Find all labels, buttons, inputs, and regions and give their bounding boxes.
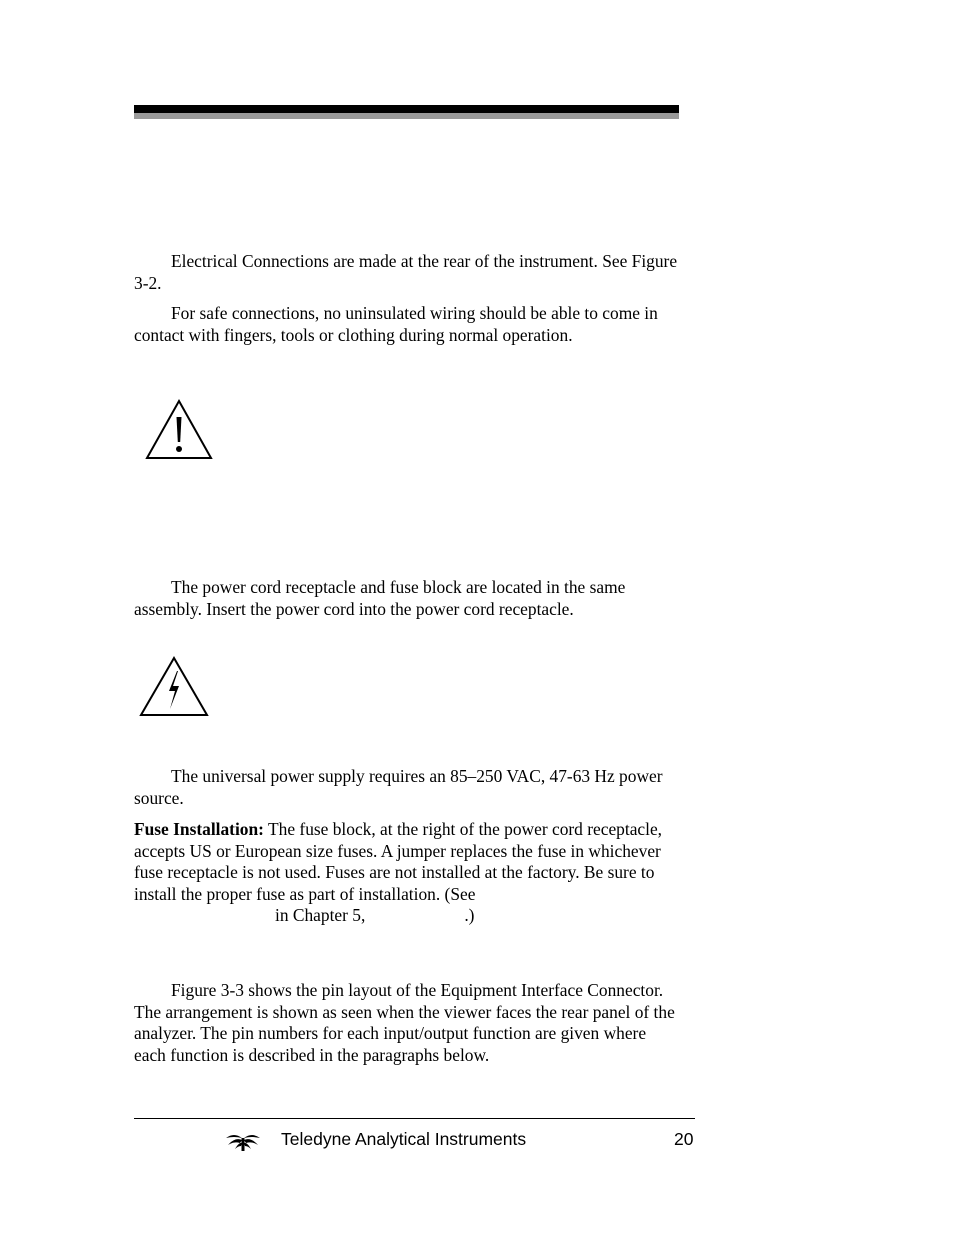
fuse-reference-close: .) <box>464 905 475 926</box>
paragraph-power-supply: The universal power supply requires an 85–250 VAC, 47-63 Hz power source. <box>134 766 663 808</box>
footer-rule <box>134 1118 695 1119</box>
footer-page-number: 20 <box>674 1129 694 1149</box>
paragraph-safe-connections: For safe connections, no uninsulated wiring should be able to come in contact with fingers, tools or clothing during normal operation. <box>134 303 658 345</box>
footer-company-name: Teledyne Analytical Instruments <box>281 1129 527 1149</box>
header-rule-black <box>134 105 679 113</box>
paragraph-power-cord: The power cord receptacle and fuse block are located in the same assembly. Insert the power cord into the power cord receptacle. <box>134 577 626 619</box>
teledyne-logo-icon <box>225 1132 261 1152</box>
header-rule-gray <box>134 113 679 119</box>
paragraph-electrical-connections: Electrical Connections are made at the rear of the instrument. See Figure 3-2. <box>134 251 678 293</box>
fuse-reference-chapter: in Chapter 5, <box>275 905 366 926</box>
paragraph-fuse-installation <box>134 819 682 927</box>
fuse-installation-text: The fuse block, at the right of the power cord receptacle, accepts US or European size fuses. A jumper replaces the fuse in whichever fuse receptacle is not used. Fuses are not installed at the factory. Be sure to install the proper fuse as part of installation. (See <box>134 819 663 904</box>
paragraph-interface-connector: Figure 3-3 shows the pin layout of the Equipment Interface Connector. The arrangement is shown as seen when the viewer faces the rear panel of the analyzer. The pin numbers for each input/output function are given where each function is described in the paragraphs below. <box>134 980 675 1065</box>
caution-exclamation-icon <box>144 398 214 460</box>
electrical-shock-hazard-icon <box>138 655 210 717</box>
fuse-installation-label: Fuse Installation: <box>134 819 264 839</box>
